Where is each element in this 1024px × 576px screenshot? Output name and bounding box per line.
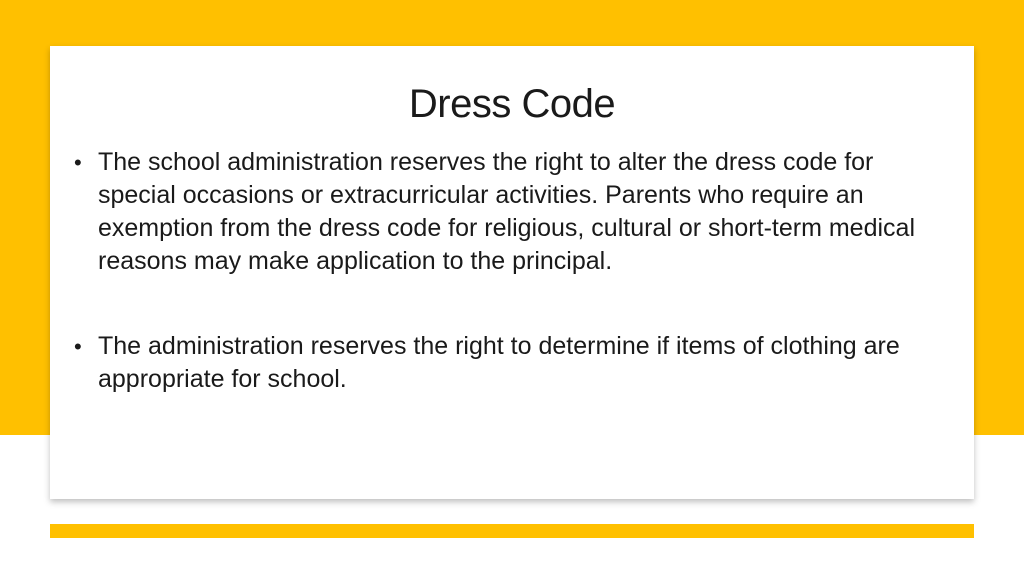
bullet-icon: • (74, 150, 82, 175)
bullet-list (72, 146, 952, 448)
bullet-text: The school administration reserves the right to alter the dress code for special occasions or extracurricular activities. Parents who require an exemption from the dress code for religious, cultural or short-term medical reasons may make application to the principal. (98, 148, 915, 275)
accent-bottom-bar (50, 524, 974, 538)
bullet-item (72, 330, 952, 396)
slide-title: Dress Code (408, 82, 616, 126)
bullet-item (72, 146, 952, 278)
bullet-icon: • (74, 334, 82, 359)
bullet-text: The administration reserves the right to determine if items of clothing are appropriate for school. (98, 332, 900, 393)
